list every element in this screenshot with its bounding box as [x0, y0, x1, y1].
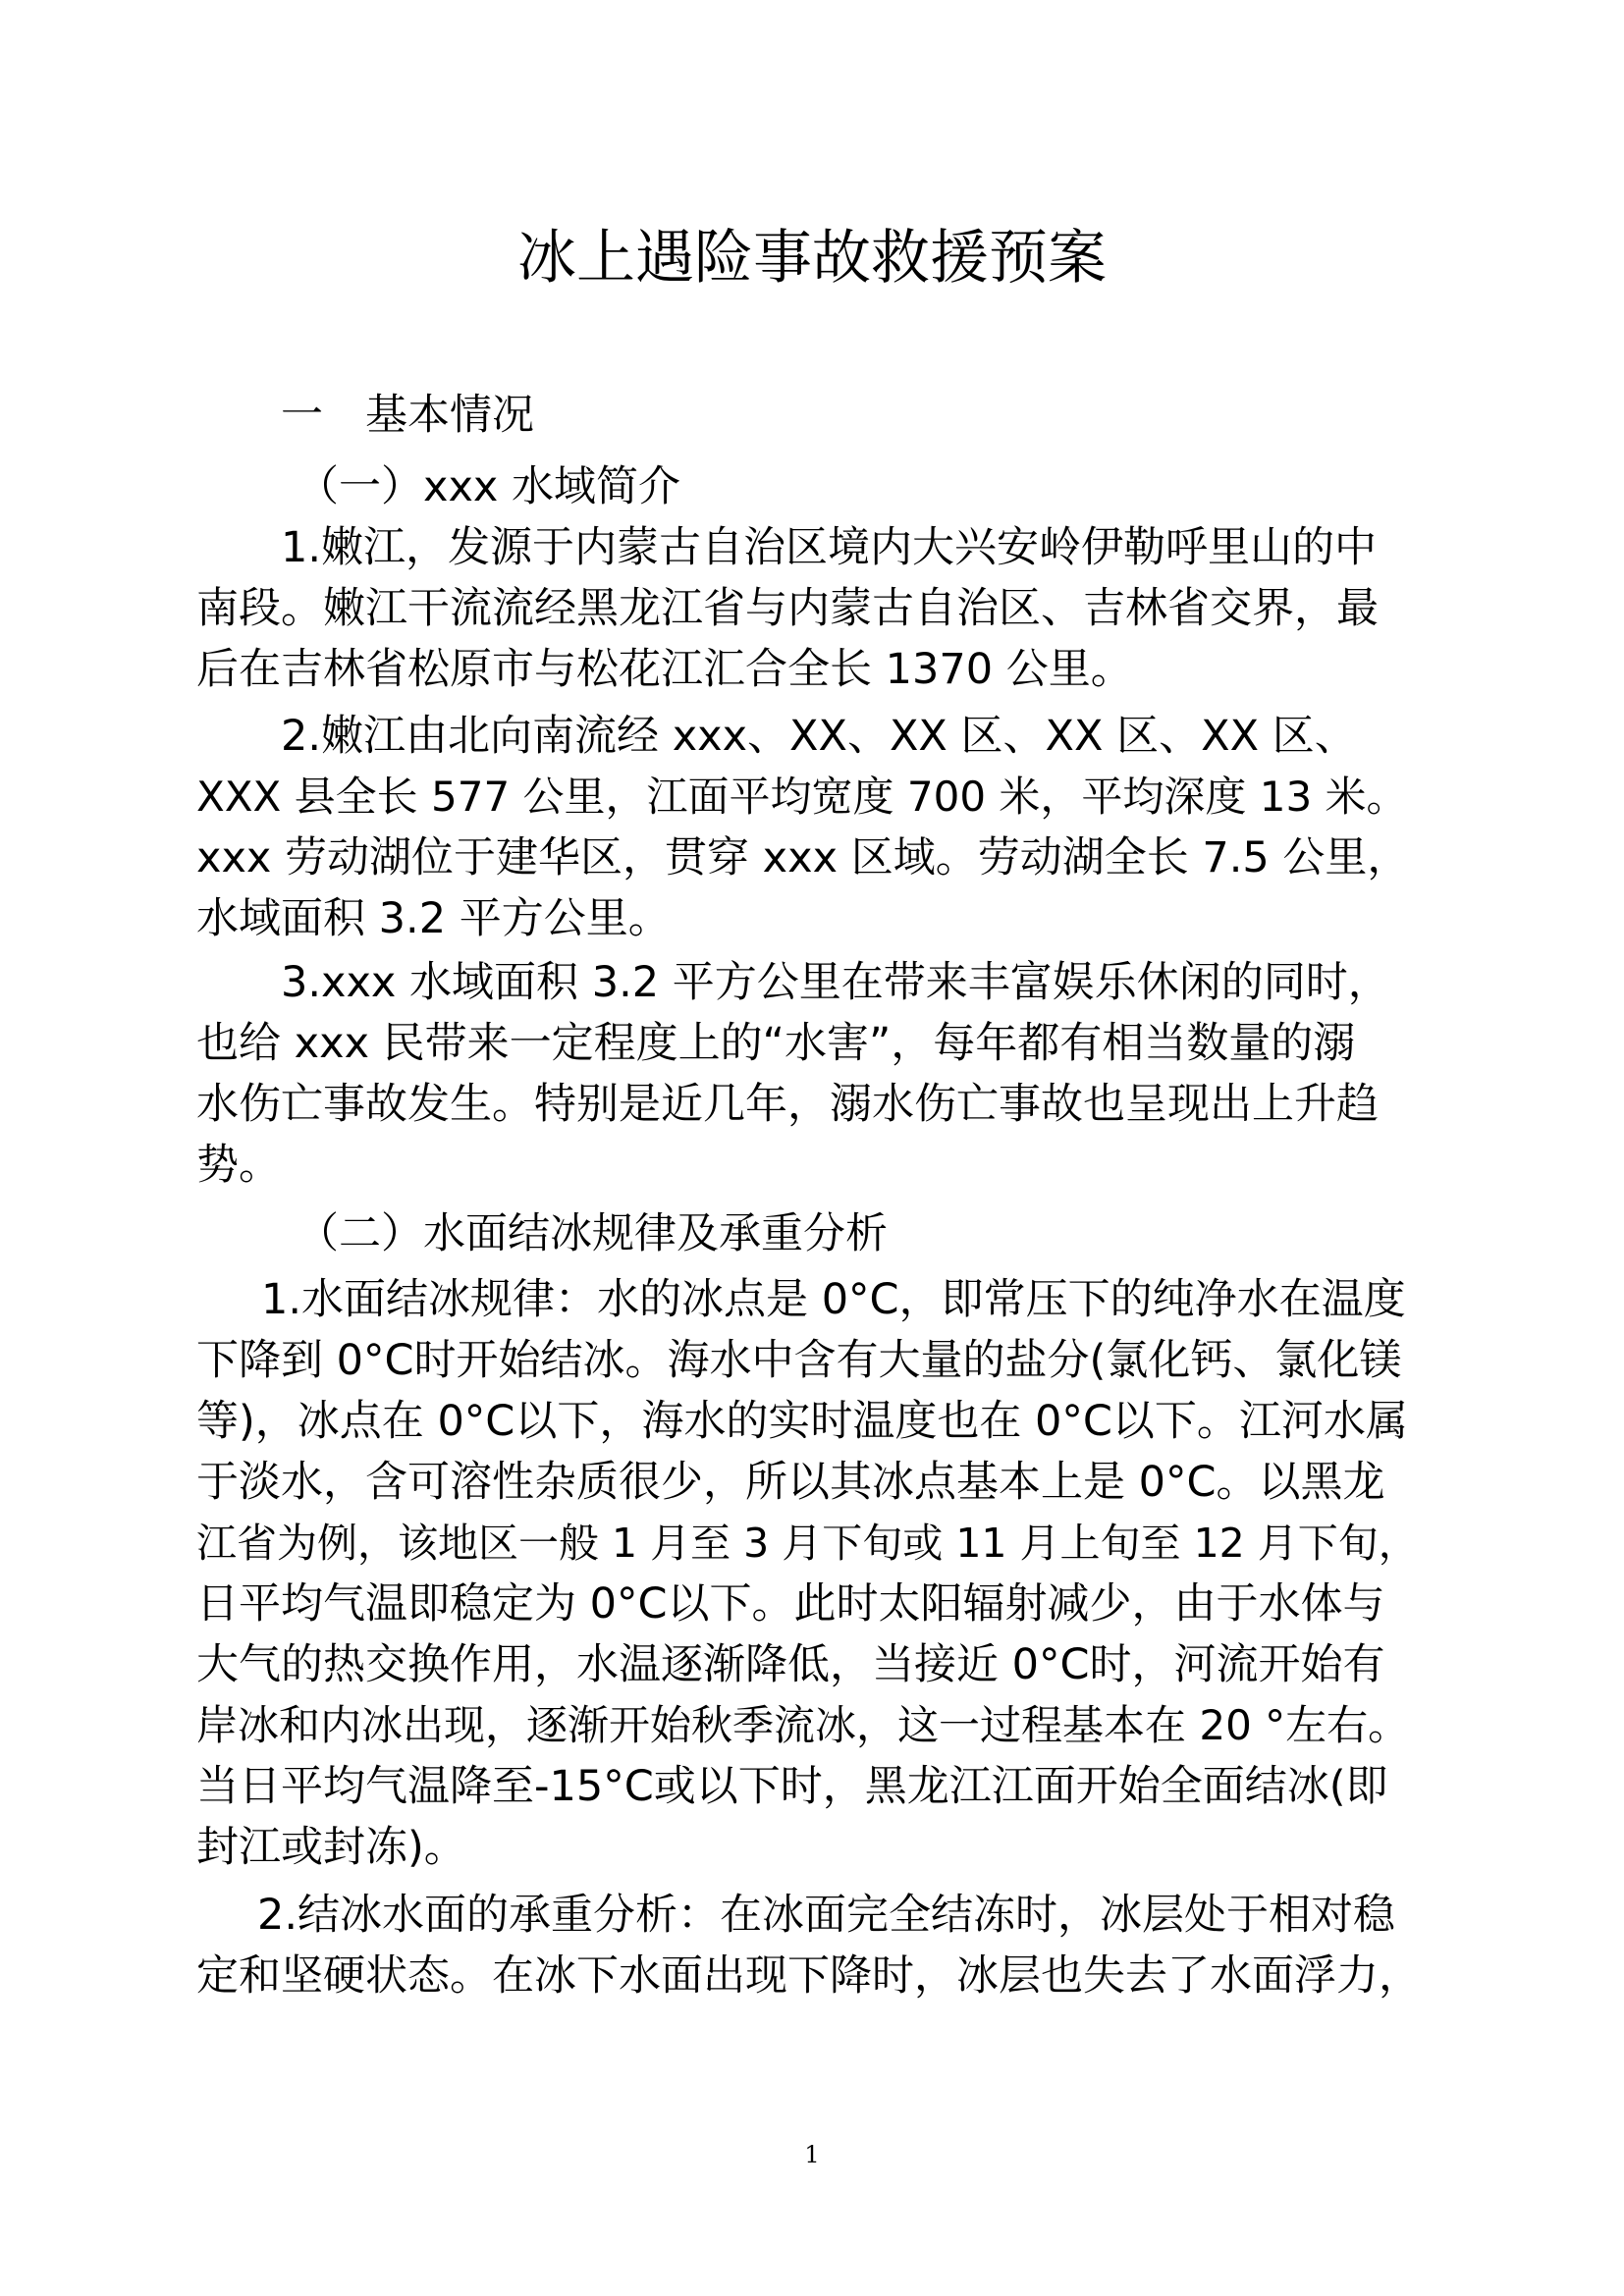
paragraph-line: 于淡水，含可溶性杂质很少，所以其冰点基本上是 0°C。以黑龙 [196, 1458, 1385, 1507]
paragraph-line: 2.嫩江由北向南流经 xxx、XX、XX 区、XX 区、XX 区、 [281, 712, 1357, 761]
paragraph-line: 水域面积 3.2 平方公里。 [196, 894, 671, 943]
subsection-heading: （一）xxx 水域简介 [297, 462, 681, 511]
paragraph-line: 2.结冰水面的承重分析：在冰面完全结冻时，冰层处于相对稳 [257, 1891, 1396, 1940]
paragraph-line: 等)，冰点在 0°C以下，海水的实时温度也在 0°C以下。江河水属 [196, 1397, 1408, 1446]
paragraph-line: 江省为例，该地区一般 1 月至 3 月下旬或 11 月上旬至 12 月下旬， [196, 1520, 1419, 1567]
paragraph-line: 南段。嫩江干流流经黑龙江省与内蒙古自治区、吉林省交界，最 [196, 584, 1379, 633]
paragraph-line: xxx 劳动湖位于建华区，贯穿 xxx 区域。劳动湖全长 7.5 公里， [196, 833, 1410, 882]
paragraph-line: 3.xxx 水域面积 3.2 平方公里在带来丰富娱乐休闲的同时， [281, 958, 1390, 1007]
section-heading: 一 基本情况 [281, 391, 534, 440]
paragraph-line: XXX 县全长 577 公里，江面平均宽度 700 米，平均深度 13 米。 [196, 773, 1408, 821]
page-number: 1 [804, 2141, 820, 2168]
paragraph-line: 1.嫩江，发源于内蒙古自治区境内大兴安岭伊勒呼里山的中 [281, 523, 1378, 572]
paragraph-line: 势。 [196, 1141, 281, 1190]
paragraph-line: 也给 xxx 民带来一定程度上的“水害”，每年都有相当数量的溺 [196, 1019, 1356, 1068]
document-title: 冰上遇险事故救援预案 [517, 224, 1107, 293]
subsection-heading: （二）水面结冰规律及承重分析 [297, 1209, 888, 1258]
paragraph-line: 当日平均气温降至-15°C或以下时，黑龙江江面开始全面结冰(即 [196, 1762, 1388, 1811]
paragraph-line: 1.水面结冰规律：水的冰点是 0°C，即常压下的纯净水在温度 [261, 1275, 1406, 1324]
paragraph-line: 水伤亡事故发生。特别是近几年，溺水伤亡事故也呈现出上升趋 [196, 1080, 1379, 1129]
paragraph-line: 下降到 0°C时开始结冰。海水中含有大量的盐分(氯化钙、氯化镁 [196, 1336, 1402, 1385]
paragraph-line: 日平均气温即稳定为 0°C以下。此时太阳辐射减少，由于水体与 [196, 1579, 1385, 1629]
paragraph-line: 封江或封冻)。 [196, 1823, 466, 1872]
paragraph-line: 定和坚硬状态。在冰下水面出现下降时，冰层也失去了水面浮力， [196, 1951, 1421, 2001]
paragraph-line: 岸冰和内冰出现，逐渐开始秋季流冰，这一过程基本在 20 °左右。 [196, 1701, 1410, 1749]
paragraph-line: 后在吉林省松原市与松花江汇合全长 1370 公里。 [196, 645, 1133, 694]
paragraph-line: 大气的热交换作用，水温逐渐降低，当接近 0°C时，河流开始有 [196, 1640, 1385, 1689]
